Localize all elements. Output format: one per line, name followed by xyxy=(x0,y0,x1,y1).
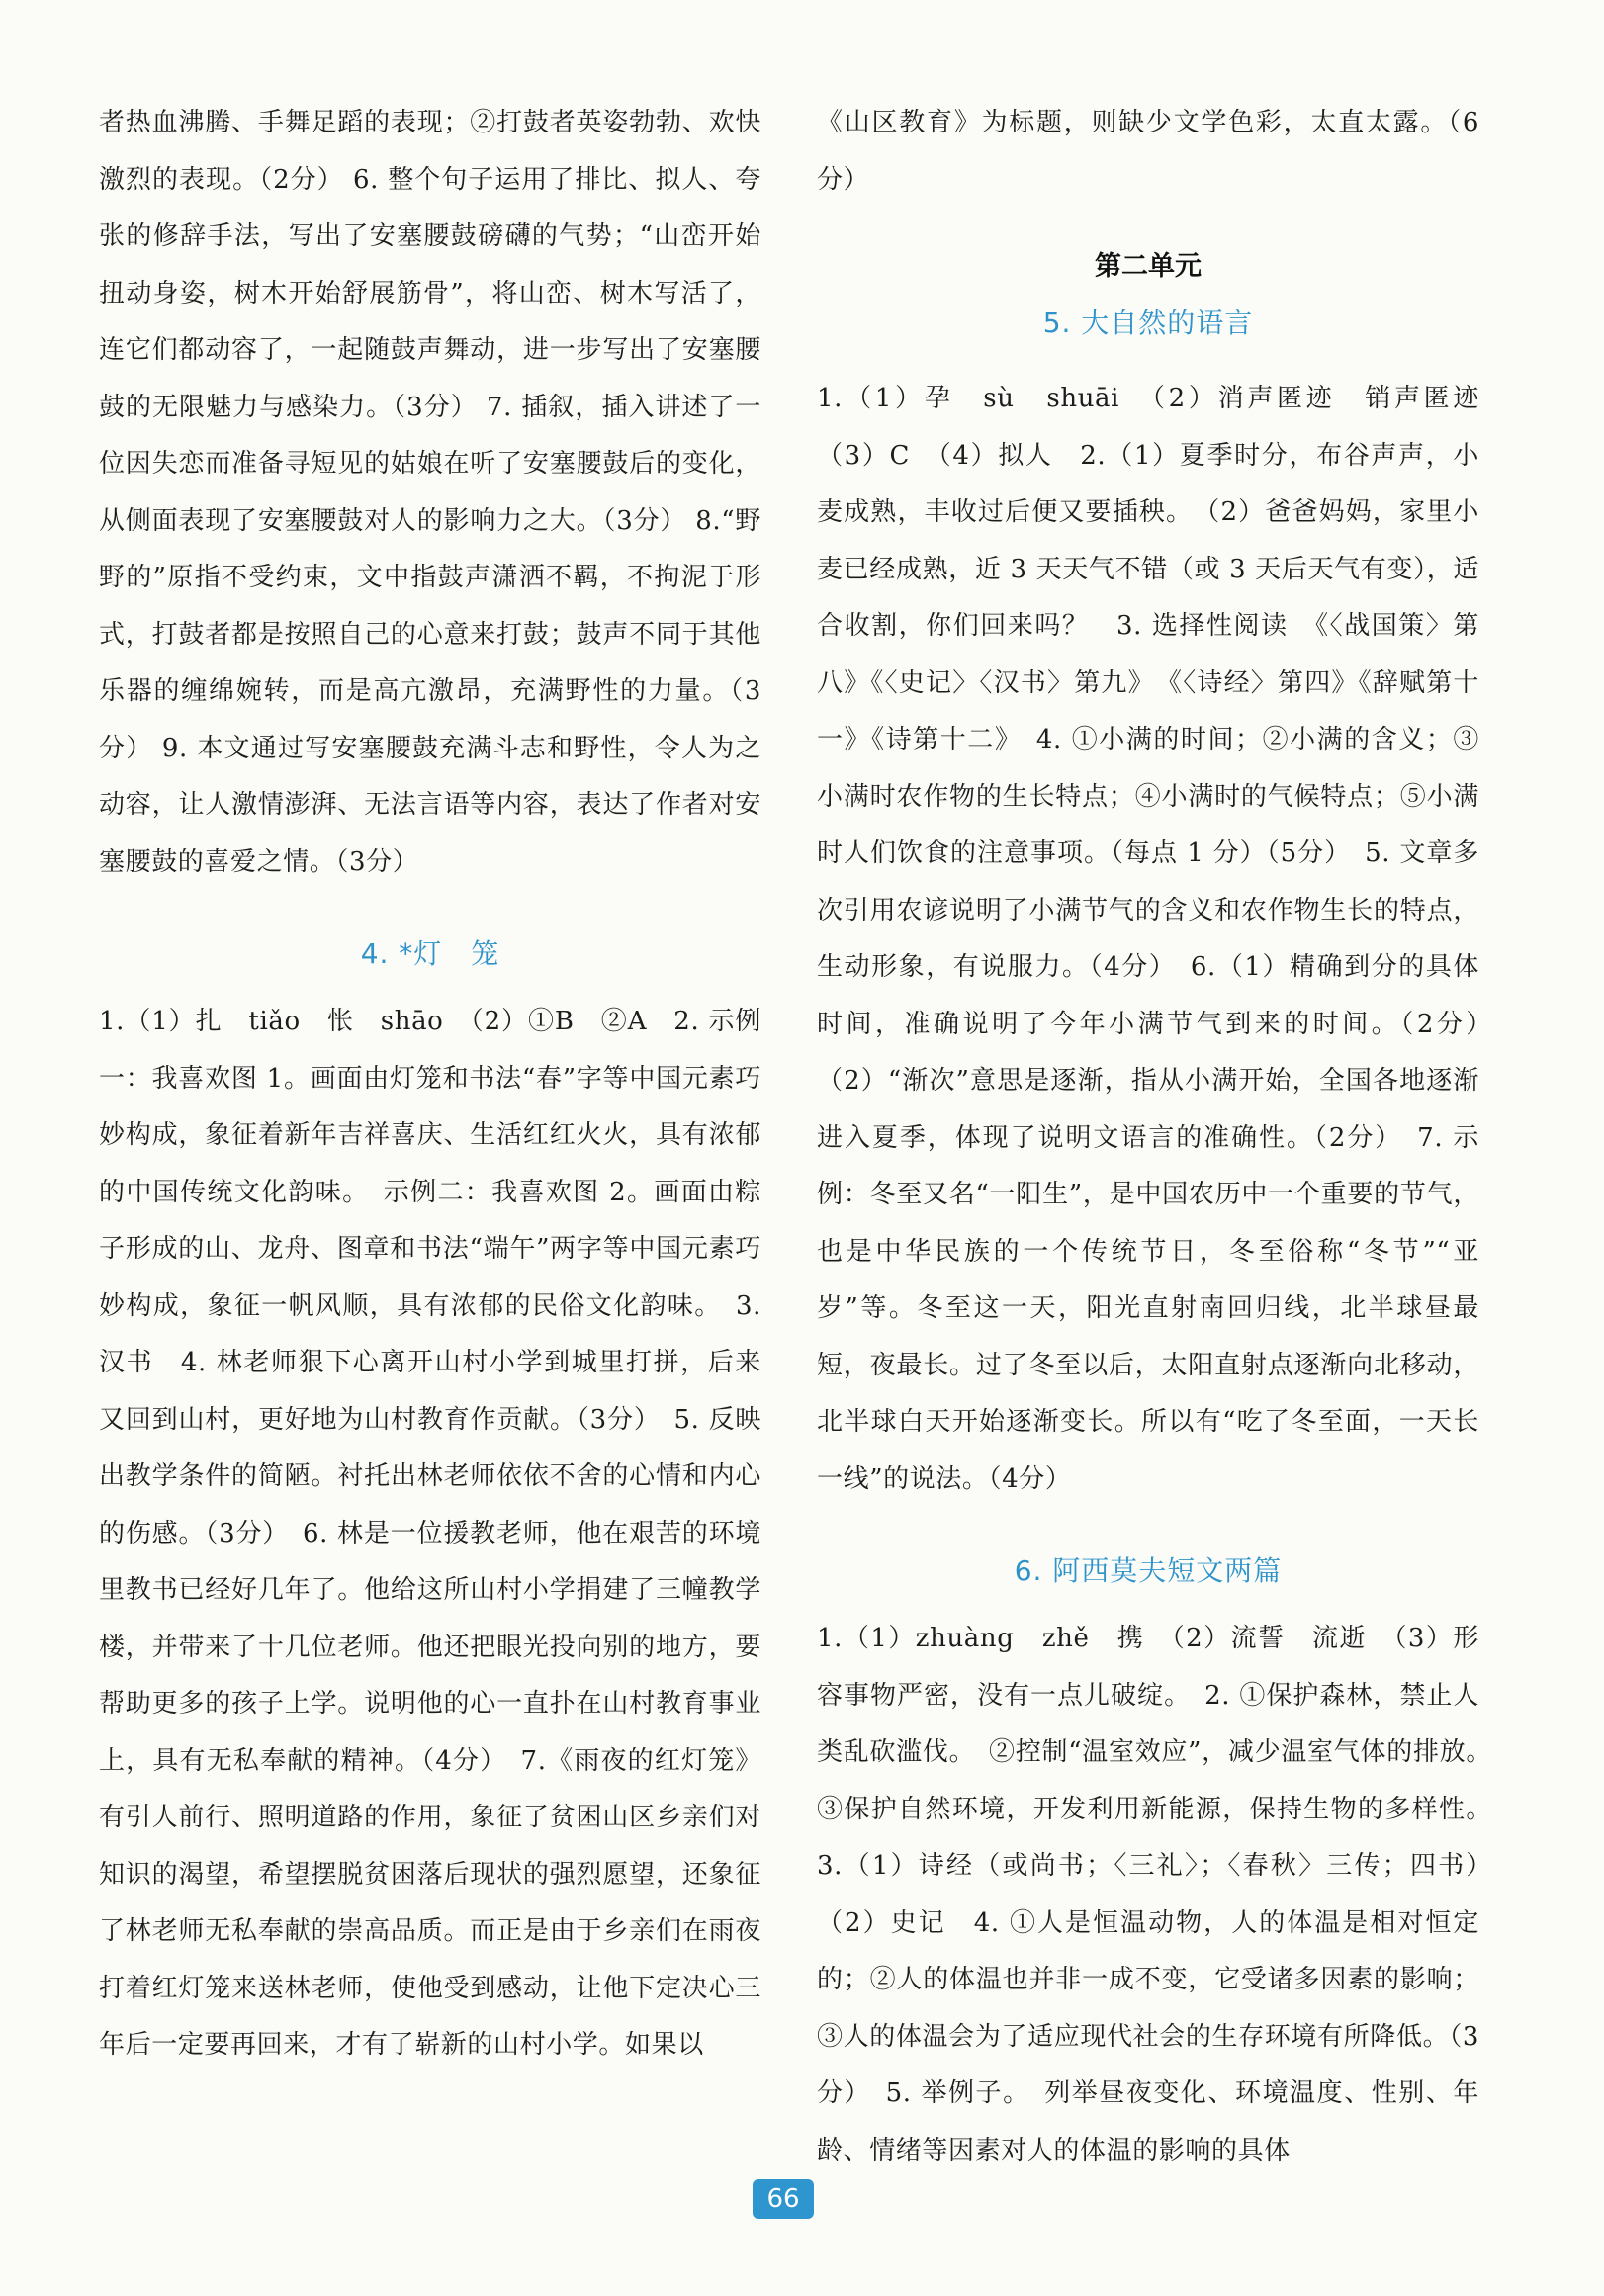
answer-text-block: 1.（1）zhuàng zhě 携 （2）流誓 流逝 （3）形容事物严密，没有一点儿破绽。 2. ①保护森林，禁止人类乱砍滥伐。 ②控制“温室效应”，减少温室气体的排放。 ③保护自然环境，开发利用新能源，保持生物的多样性。 3.（1）诗经（或尚书；〈三礼〉；〈春秋〉三传；四书） （2）史记 4. ①人是恒温动物，人的体温是相对恒定的；②人的体温也并非一成不变，它受诸多因素的影响；③人的体温会为了适应现代社会的生存环境有所降低。（3分） 5. 举例子。 列举昼夜变化、环境温度、性别、年龄、情绪等因素对人的体温的影响的具体 xyxy=(817,1624,1506,2165)
right-column xyxy=(817,95,1506,2179)
lesson-6-title: 6. 阿西莫夫短文两篇 xyxy=(1014,1554,1283,1587)
unit-title: 第二单元 xyxy=(1095,251,1202,282)
page-number-badge: 66 xyxy=(753,2179,814,2219)
answer-text-block: 《山区教育》为标题，则缺少文学色彩，太直太露。（6分） xyxy=(817,108,1479,195)
answer-text-block: 1.（1）孕 sù shuāi （2）消声匿迹 销声匿迹 （3）C （4）拟人 2.（1）夏季时分，布谷声声，小麦成熟，丰收过后便又要插秧。 （2）爸爸妈妈，家里小麦已经成熟，近 3 天天气不错（或 3 天后天气有变），适合收割，你们回来吗？ 3. 选择性阅读 《〈战国策〉第八》《〈史记〉〈汉书〉第九》 《〈诗经〉第四》《辞赋第十一》《诗第十二》 4. ①小满的时间；②小满的含义；③小满时农作物的生长特点；④小满时的气候特点；⑤小满时人们饮食的注意事项。（每点 1 分）（5分） 5. 文章多次引用农谚说明了小满节气的含义和农作物生长的特点，生动形象，有说服力。（4分） 6.（1）精确到分的具体时间，准确说明了今年小满节气到来的时间。（2分） （2）“渐次”意思是逐渐，指从小满开始，全国各地逐渐进入夏季，体现了说明文语言的准确性。（2分） 7. 示例：冬至又名“一阳生”，是中国农历中一个重要的节气，也是中华民族的一个传统节日，冬至俗称“冬节”“亚岁”等。冬至这一天，阳光直射南回归线，北半球昼最短，夜最长。过了冬至以后，太阳直射点逐渐向北移动，北半球白天开始逐渐变长。所以有“吃了冬至面，一天长一线”的说法。（4分） xyxy=(817,384,1506,1494)
answer-text-block: 1.（1）扎 tiǎo 怅 shāo （2）①B ②A 2. 示例一：我喜欢图 1。画面由灯笼和书法“春”字等中国元素巧妙构成，象征着新年吉祥喜庆、生活红红火火，具有浓郁的中国传统文化韵味。 示例二：我喜欢图 2。画面由粽子形成的山、龙舟、图章和书法“端午”两字等中国元素巧妙构成，象征一帆风顺，具有浓郁的民俗文化韵味。 3. 汉书 4. 林老师狠下心离开山村小学到城里打拼，后来又回到山村，更好地为山村教育作贡献。（3分） 5. 反映出教学条件的简陋。衬托出林老师依依不舍的心情和内心的伤感。（3分） 6. 林是一位援教老师，他在艰苦的环境里教书已经好几年了。他给这所山村小学捐建了三幢教学楼，并带来了十几位老师。他还把眼光投向别的地方，要帮助更多的孩子上学。说明他的心一直扑在山村教育事业上，具有无私奉献的精神。（4分） 7.《雨夜的红灯笼》有引人前行、照明道路的作用，象征了贫困山区乡亲们对知识的渴望，希望摆脱贫困落后现状的强烈愿望，还象征了林老师无私奉献的崇高品质。而正是由于乡亲们在雨夜打着红灯笼来送林老师，使他受到感动，让他下定决心三年后一定要再回来，才有了崭新的山村小学。如果以 xyxy=(99,1007,761,2060)
lesson-5-title: 5. 大自然的语言 xyxy=(1042,307,1254,339)
left-column xyxy=(99,95,761,2075)
answer-text-block: 者热血沸腾、手舞足蹈的表现；②打鼓者英姿勃勃、欢快激烈的表现。（2分） 6. 整个句子运用了排比、拟人、夸张的修辞手法，写出了安塞腰鼓磅礴的气势；“山峦开始扭动身姿，树木开始舒展筋骨”，将山峦、树木写活了，连它们都动容了，一起随鼓声舞动，进一步写出了安塞腰鼓的无限魅力与感染力。（3分） 7. 插叙，插入讲述了一位因失恋而准备寻短见的姑娘在听了安塞腰鼓后的变化，从侧面表现了安塞腰鼓对人的影响力之大。（3分） 8.“野野的”原指不受约束，文中指鼓声潇洒不羁，不拘泥于形式，打鼓者都是按照自己的心意来打鼓；鼓声不同于其他乐器的缠绵婉转，而是高亢激昂，充满野性的力量。（3分） 9. 本文通过写安塞腰鼓充满斗志和野性，令人为之动容，让人激情澎湃、无法言语等内容，表达了作者对安塞腰鼓的喜爱之情。（3分） xyxy=(99,108,761,877)
lesson-4-title: 4. *灯 笼 xyxy=(360,937,500,970)
